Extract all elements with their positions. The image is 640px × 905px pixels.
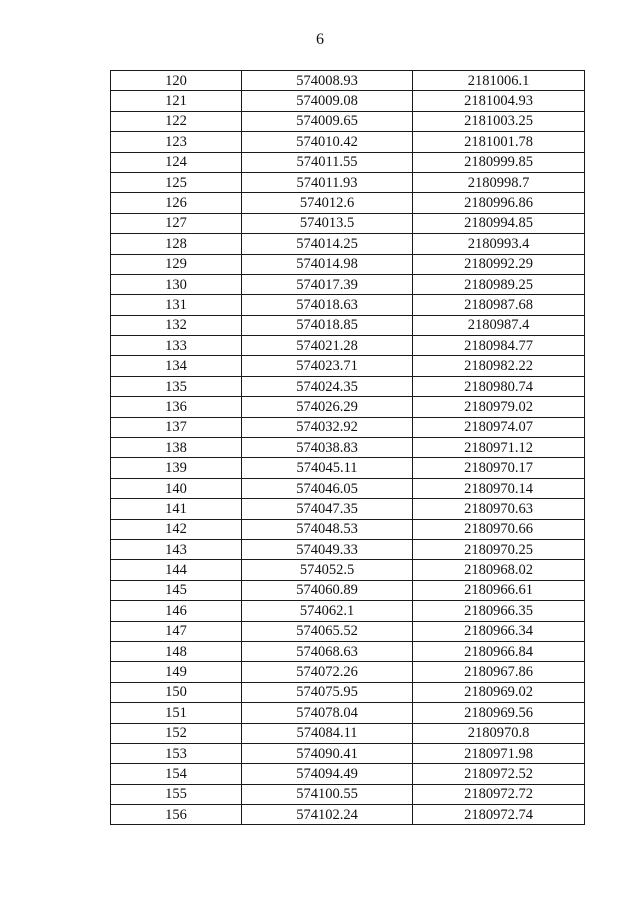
table-row <box>111 417 585 437</box>
point-number-cell: 140 <box>111 478 242 498</box>
y-coordinate-cell: 2181003.25 <box>413 111 585 131</box>
table-row <box>111 805 585 825</box>
x-coordinate-cell: 574060.89 <box>242 580 413 600</box>
table-row <box>111 539 585 559</box>
point-number-cell: 143 <box>111 539 242 559</box>
y-coordinate-cell: 2180989.25 <box>413 274 585 294</box>
point-number-cell: 133 <box>111 336 242 356</box>
x-coordinate-cell: 574010.42 <box>242 132 413 152</box>
y-coordinate-cell: 2180987.4 <box>413 315 585 335</box>
x-coordinate-cell: 574009.65 <box>242 111 413 131</box>
x-coordinate-cell: 574102.24 <box>242 805 413 825</box>
table-row <box>111 784 585 804</box>
point-number-cell: 151 <box>111 703 242 723</box>
y-coordinate-cell: 2180970.8 <box>413 723 585 743</box>
point-number-cell: 136 <box>111 397 242 417</box>
coordinates-table-body <box>111 71 585 825</box>
point-number-cell: 155 <box>111 784 242 804</box>
x-coordinate-cell: 574017.39 <box>242 274 413 294</box>
table-row <box>111 621 585 641</box>
table-row <box>111 560 585 580</box>
point-number-cell: 153 <box>111 743 242 763</box>
y-coordinate-cell: 2180987.68 <box>413 295 585 315</box>
point-number-cell: 123 <box>111 132 242 152</box>
table-row <box>111 764 585 784</box>
y-coordinate-cell: 2180969.56 <box>413 703 585 723</box>
x-coordinate-cell: 574048.53 <box>242 519 413 539</box>
point-number-cell: 130 <box>111 274 242 294</box>
x-coordinate-cell: 574008.93 <box>242 71 413 91</box>
page-number: 6 <box>316 31 324 48</box>
table-row <box>111 682 585 702</box>
x-coordinate-cell: 574018.85 <box>242 315 413 335</box>
x-coordinate-cell: 574023.71 <box>242 356 413 376</box>
y-coordinate-cell: 2180971.12 <box>413 438 585 458</box>
point-number-cell: 120 <box>111 71 242 91</box>
y-coordinate-cell: 2180996.86 <box>413 193 585 213</box>
x-coordinate-cell: 574100.55 <box>242 784 413 804</box>
x-coordinate-cell: 574078.04 <box>242 703 413 723</box>
point-number-cell: 146 <box>111 601 242 621</box>
x-coordinate-cell: 574052.5 <box>242 560 413 580</box>
point-number-cell: 138 <box>111 438 242 458</box>
point-number-cell: 145 <box>111 580 242 600</box>
point-number-cell: 152 <box>111 723 242 743</box>
y-coordinate-cell: 2180966.35 <box>413 601 585 621</box>
table-row <box>111 193 585 213</box>
y-coordinate-cell: 2180998.7 <box>413 172 585 192</box>
point-number-cell: 141 <box>111 499 242 519</box>
y-coordinate-cell: 2180979.02 <box>413 397 585 417</box>
x-coordinate-cell: 574065.52 <box>242 621 413 641</box>
point-number-cell: 131 <box>111 295 242 315</box>
table-row <box>111 172 585 192</box>
table-row <box>111 315 585 335</box>
point-number-cell: 142 <box>111 519 242 539</box>
point-number-cell: 129 <box>111 254 242 274</box>
table-row <box>111 519 585 539</box>
table-row <box>111 91 585 111</box>
table-row <box>111 71 585 91</box>
table-row <box>111 397 585 417</box>
table-row <box>111 213 585 233</box>
x-coordinate-cell: 574011.93 <box>242 172 413 192</box>
x-coordinate-cell: 574013.5 <box>242 213 413 233</box>
table-row <box>111 376 585 396</box>
x-coordinate-cell: 574021.28 <box>242 336 413 356</box>
point-number-cell: 121 <box>111 91 242 111</box>
y-coordinate-cell: 2180984.77 <box>413 336 585 356</box>
point-number-cell: 127 <box>111 213 242 233</box>
table-row <box>111 254 585 274</box>
x-coordinate-cell: 574068.63 <box>242 641 413 661</box>
y-coordinate-cell: 2181001.78 <box>413 132 585 152</box>
point-number-cell: 139 <box>111 458 242 478</box>
x-coordinate-cell: 574045.11 <box>242 458 413 478</box>
table-row <box>111 703 585 723</box>
y-coordinate-cell: 2180970.14 <box>413 478 585 498</box>
table-row <box>111 152 585 172</box>
x-coordinate-cell: 574032.92 <box>242 417 413 437</box>
point-number-cell: 126 <box>111 193 242 213</box>
y-coordinate-cell: 2180994.85 <box>413 213 585 233</box>
x-coordinate-cell: 574084.11 <box>242 723 413 743</box>
point-number-cell: 122 <box>111 111 242 131</box>
table-row <box>111 458 585 478</box>
point-number-cell: 148 <box>111 641 242 661</box>
point-number-cell: 147 <box>111 621 242 641</box>
x-coordinate-cell: 574090.41 <box>242 743 413 763</box>
y-coordinate-cell: 2180972.52 <box>413 764 585 784</box>
y-coordinate-cell: 2180980.74 <box>413 376 585 396</box>
y-coordinate-cell: 2180972.72 <box>413 784 585 804</box>
coordinates-table <box>110 70 585 825</box>
table-row <box>111 723 585 743</box>
x-coordinate-cell: 574014.98 <box>242 254 413 274</box>
y-coordinate-cell: 2180969.02 <box>413 682 585 702</box>
y-coordinate-cell: 2180968.02 <box>413 560 585 580</box>
table-row <box>111 478 585 498</box>
y-coordinate-cell: 2180966.84 <box>413 641 585 661</box>
table-row <box>111 601 585 621</box>
point-number-cell: 137 <box>111 417 242 437</box>
table-row <box>111 438 585 458</box>
y-coordinate-cell: 2180992.29 <box>413 254 585 274</box>
y-coordinate-cell: 2180999.85 <box>413 152 585 172</box>
y-coordinate-cell: 2180974.07 <box>413 417 585 437</box>
point-number-cell: 128 <box>111 234 242 254</box>
table-row <box>111 499 585 519</box>
x-coordinate-cell: 574018.63 <box>242 295 413 315</box>
x-coordinate-cell: 574009.08 <box>242 91 413 111</box>
y-coordinate-cell: 2180966.61 <box>413 580 585 600</box>
table-row <box>111 274 585 294</box>
y-coordinate-cell: 2181004.93 <box>413 91 585 111</box>
y-coordinate-cell: 2181006.1 <box>413 71 585 91</box>
table-row <box>111 580 585 600</box>
y-coordinate-cell: 2180967.86 <box>413 662 585 682</box>
point-number-cell: 144 <box>111 560 242 580</box>
point-number-cell: 132 <box>111 315 242 335</box>
y-coordinate-cell: 2180970.25 <box>413 539 585 559</box>
x-coordinate-cell: 574049.33 <box>242 539 413 559</box>
table-row <box>111 111 585 131</box>
point-number-cell: 124 <box>111 152 242 172</box>
x-coordinate-cell: 574014.25 <box>242 234 413 254</box>
y-coordinate-cell: 2180971.98 <box>413 743 585 763</box>
x-coordinate-cell: 574047.35 <box>242 499 413 519</box>
x-coordinate-cell: 574026.29 <box>242 397 413 417</box>
y-coordinate-cell: 2180972.74 <box>413 805 585 825</box>
x-coordinate-cell: 574094.49 <box>242 764 413 784</box>
x-coordinate-cell: 574075.95 <box>242 682 413 702</box>
x-coordinate-cell: 574012.6 <box>242 193 413 213</box>
x-coordinate-cell: 574062.1 <box>242 601 413 621</box>
x-coordinate-cell: 574046.05 <box>242 478 413 498</box>
table-row <box>111 641 585 661</box>
table-row <box>111 743 585 763</box>
y-coordinate-cell: 2180970.63 <box>413 499 585 519</box>
x-coordinate-cell: 574011.55 <box>242 152 413 172</box>
table-row <box>111 132 585 152</box>
point-number-cell: 134 <box>111 356 242 376</box>
table-row <box>111 336 585 356</box>
y-coordinate-cell: 2180993.4 <box>413 234 585 254</box>
point-number-cell: 150 <box>111 682 242 702</box>
point-number-cell: 135 <box>111 376 242 396</box>
point-number-cell: 156 <box>111 805 242 825</box>
y-coordinate-cell: 2180982.22 <box>413 356 585 376</box>
point-number-cell: 125 <box>111 172 242 192</box>
y-coordinate-cell: 2180970.17 <box>413 458 585 478</box>
x-coordinate-cell: 574072.26 <box>242 662 413 682</box>
point-number-cell: 154 <box>111 764 242 784</box>
point-number-cell: 149 <box>111 662 242 682</box>
y-coordinate-cell: 2180966.34 <box>413 621 585 641</box>
x-coordinate-cell: 574024.35 <box>242 376 413 396</box>
table-row <box>111 662 585 682</box>
table-row <box>111 356 585 376</box>
x-coordinate-cell: 574038.83 <box>242 438 413 458</box>
table-row <box>111 295 585 315</box>
y-coordinate-cell: 2180970.66 <box>413 519 585 539</box>
table-row <box>111 234 585 254</box>
